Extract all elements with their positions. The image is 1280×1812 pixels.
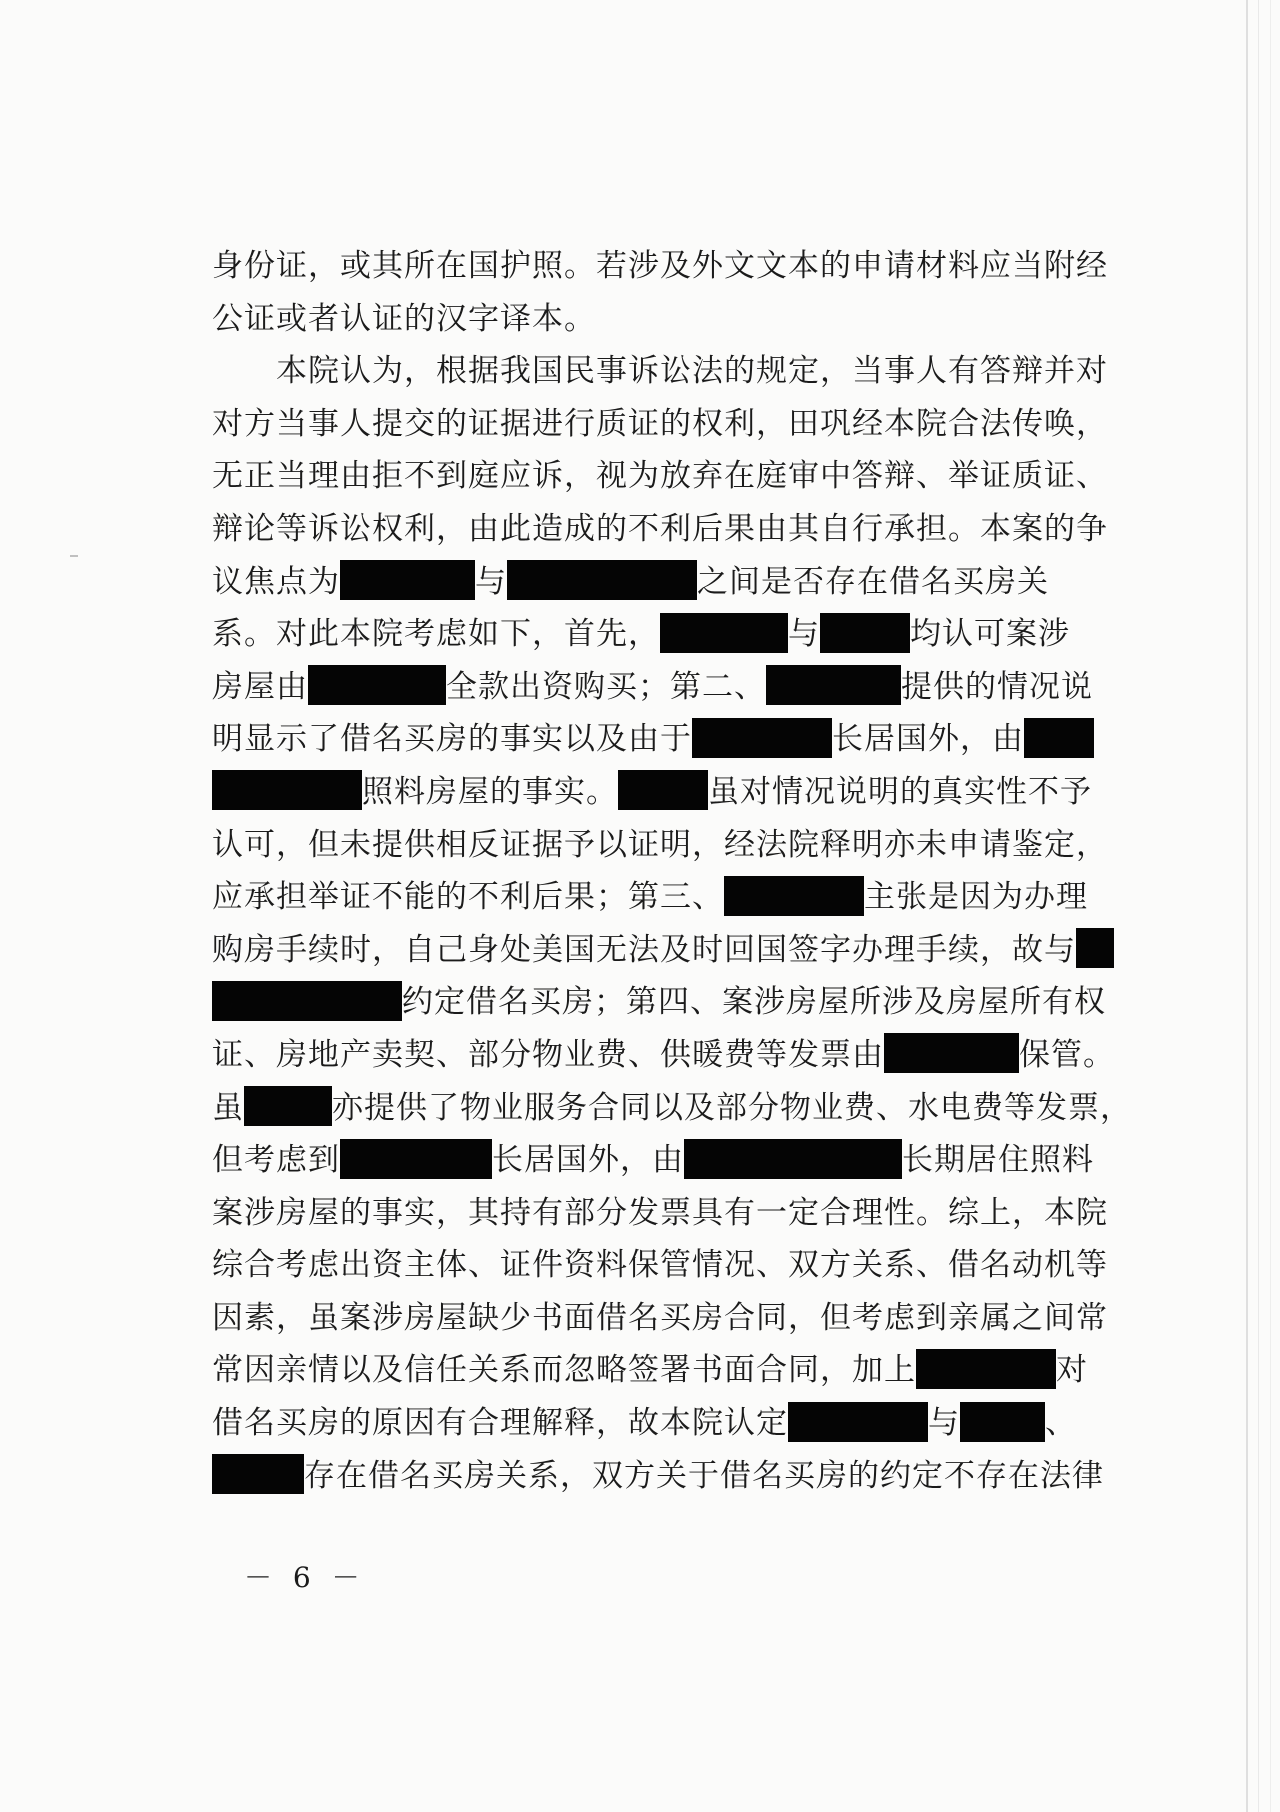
text-line [212,1029,1115,1082]
redaction-block [916,1349,1056,1389]
redaction-block [788,1402,928,1442]
scan-speck [70,555,78,557]
text-segment: 借名买房的原因有合理解释，故本院认定 [212,1405,788,1442]
text-line [212,1134,1094,1187]
text-segment: 公证或者认证的汉字译本。 [212,300,596,337]
text-line [212,1292,1108,1345]
redaction-block [340,1139,492,1179]
text-segment: 证、房地产卖契、部分物业费、供暖费等发票由 [212,1036,884,1073]
text-segment: 保管。 [1019,1036,1115,1073]
text-line [212,503,1108,556]
text-line [212,1239,1108,1292]
text-line [212,608,1082,661]
text-line [212,293,1082,346]
text-segment: 认可，但未提供相反证据予以证明，经法院释明亦未申请鉴定， [212,826,1108,863]
redaction-block [308,665,446,705]
text-segment: 长居国外，由 [832,721,1024,758]
text-segment: 身份证，或其所在国护照。若涉及外文文本的申请材料应当附经 [212,248,1108,284]
page-number: － 6 － [244,1561,366,1594]
text-segment: 案涉房屋的事实，其持有部分发票具有一定合理性。综上，本院 [212,1194,1108,1231]
text-line [212,450,1108,503]
text-segment: 本院认为，根据我国民事诉讼法的规定，当事人有答辩并对 [276,353,1108,390]
text-line [212,819,1108,872]
text-segment: 议焦点为 [212,563,340,600]
redaction-block [660,613,788,653]
text-segment: 亦提供了物业服务合同以及部分物业费、水电费等发票， [332,1089,1132,1126]
text-line [212,1450,1104,1503]
text-line [212,871,1088,924]
text-segment: 照料房屋的事实。 [362,773,618,810]
text-segment: 约定借名买房；第四、案涉房屋所涉及房屋所有权 [402,984,1106,1021]
redaction-block [960,1402,1045,1442]
text-segment: 虽对情况说明的真实性不予 [708,773,1092,810]
text-segment: 、 [1045,1405,1077,1442]
text-segment: 但考虑到 [212,1142,340,1179]
text-line [212,1082,1132,1135]
scan-edge-line [1270,0,1271,1812]
redaction-block [618,770,708,810]
text-line [212,240,1108,293]
redaction-block [212,981,402,1021]
text-line [212,556,1082,609]
text-segment: 与 [788,616,820,653]
text-segment: 全款出资购买；第二、 [446,668,766,705]
text-segment: 对 [1056,1352,1088,1389]
text-line [212,398,1108,451]
text-segment: 对方当事人提交的证据进行质证的权利，田巩经本院合法传唤， [212,405,1108,442]
text-segment: 与 [475,563,507,600]
text-segment: 主张是因为办理 [864,879,1088,916]
redaction-block [724,876,864,916]
text-line [212,713,1082,766]
redaction-block [684,1139,902,1179]
redaction-block [340,560,475,600]
text-segment: 长居国外，由 [492,1142,684,1179]
text-segment: 与 [928,1405,960,1442]
text-segment: 提供的情况说 [901,668,1093,705]
text-line [212,976,1106,1029]
text-line [212,661,1093,714]
text-line [212,1344,1088,1397]
redaction-block [820,613,910,653]
redaction-block [1024,718,1094,758]
text-segment: 购房手续时，自己身处美国无法及时回国签字办理手续，故与 [212,931,1076,968]
text-line [212,1187,1108,1240]
redaction-block [1076,928,1114,968]
text-line [212,345,1108,398]
text-line [212,924,1082,977]
scan-edge-line [1246,0,1248,1812]
redaction-block [507,560,697,600]
text-line [212,1397,1082,1450]
text-segment: 应承担举证不能的不利后果；第三、 [212,879,724,916]
text-segment: 无正当理由拒不到庭应诉，视为放弃在庭审中答辩、举证质证、 [212,458,1108,495]
text-line [212,766,1092,819]
redaction-block [212,770,362,810]
text-segment: 房屋由 [212,668,308,705]
text-segment: 存在借名买房关系，双方关于借名买房的约定不存在法律 [304,1457,1104,1494]
redaction-block [884,1033,1019,1073]
text-segment: 长期居住照料 [902,1142,1094,1179]
text-segment: 因素，虽案涉房屋缺少书面借名买房合同，但考虑到亲属之间常 [212,1299,1108,1336]
redaction-block [244,1086,332,1126]
text-segment: 之间是否存在借名买房关 [697,563,1049,600]
redaction-block [212,1454,304,1494]
text-segment: 综合考虑出资主体、证件资料保管情况、双方关系、借名动机等 [212,1247,1108,1284]
text-segment: 系。对此本院考虑如下，首先， [212,616,660,653]
text-segment: 明显示了借名买房的事实以及由于 [212,721,692,758]
text-segment: 辩论等诉讼权利，由此造成的不利后果由其自行承担。本案的争 [212,510,1108,547]
redaction-block [692,718,832,758]
text-segment: 常因亲情以及信任关系而忽略签署书面合同，加上 [212,1352,916,1389]
body-text [212,240,1132,1502]
text-segment: 虽 [212,1089,244,1126]
redaction-block [766,665,901,705]
scan-edge-line [1258,0,1259,1812]
text-segment: 均认可案涉 [910,616,1070,653]
